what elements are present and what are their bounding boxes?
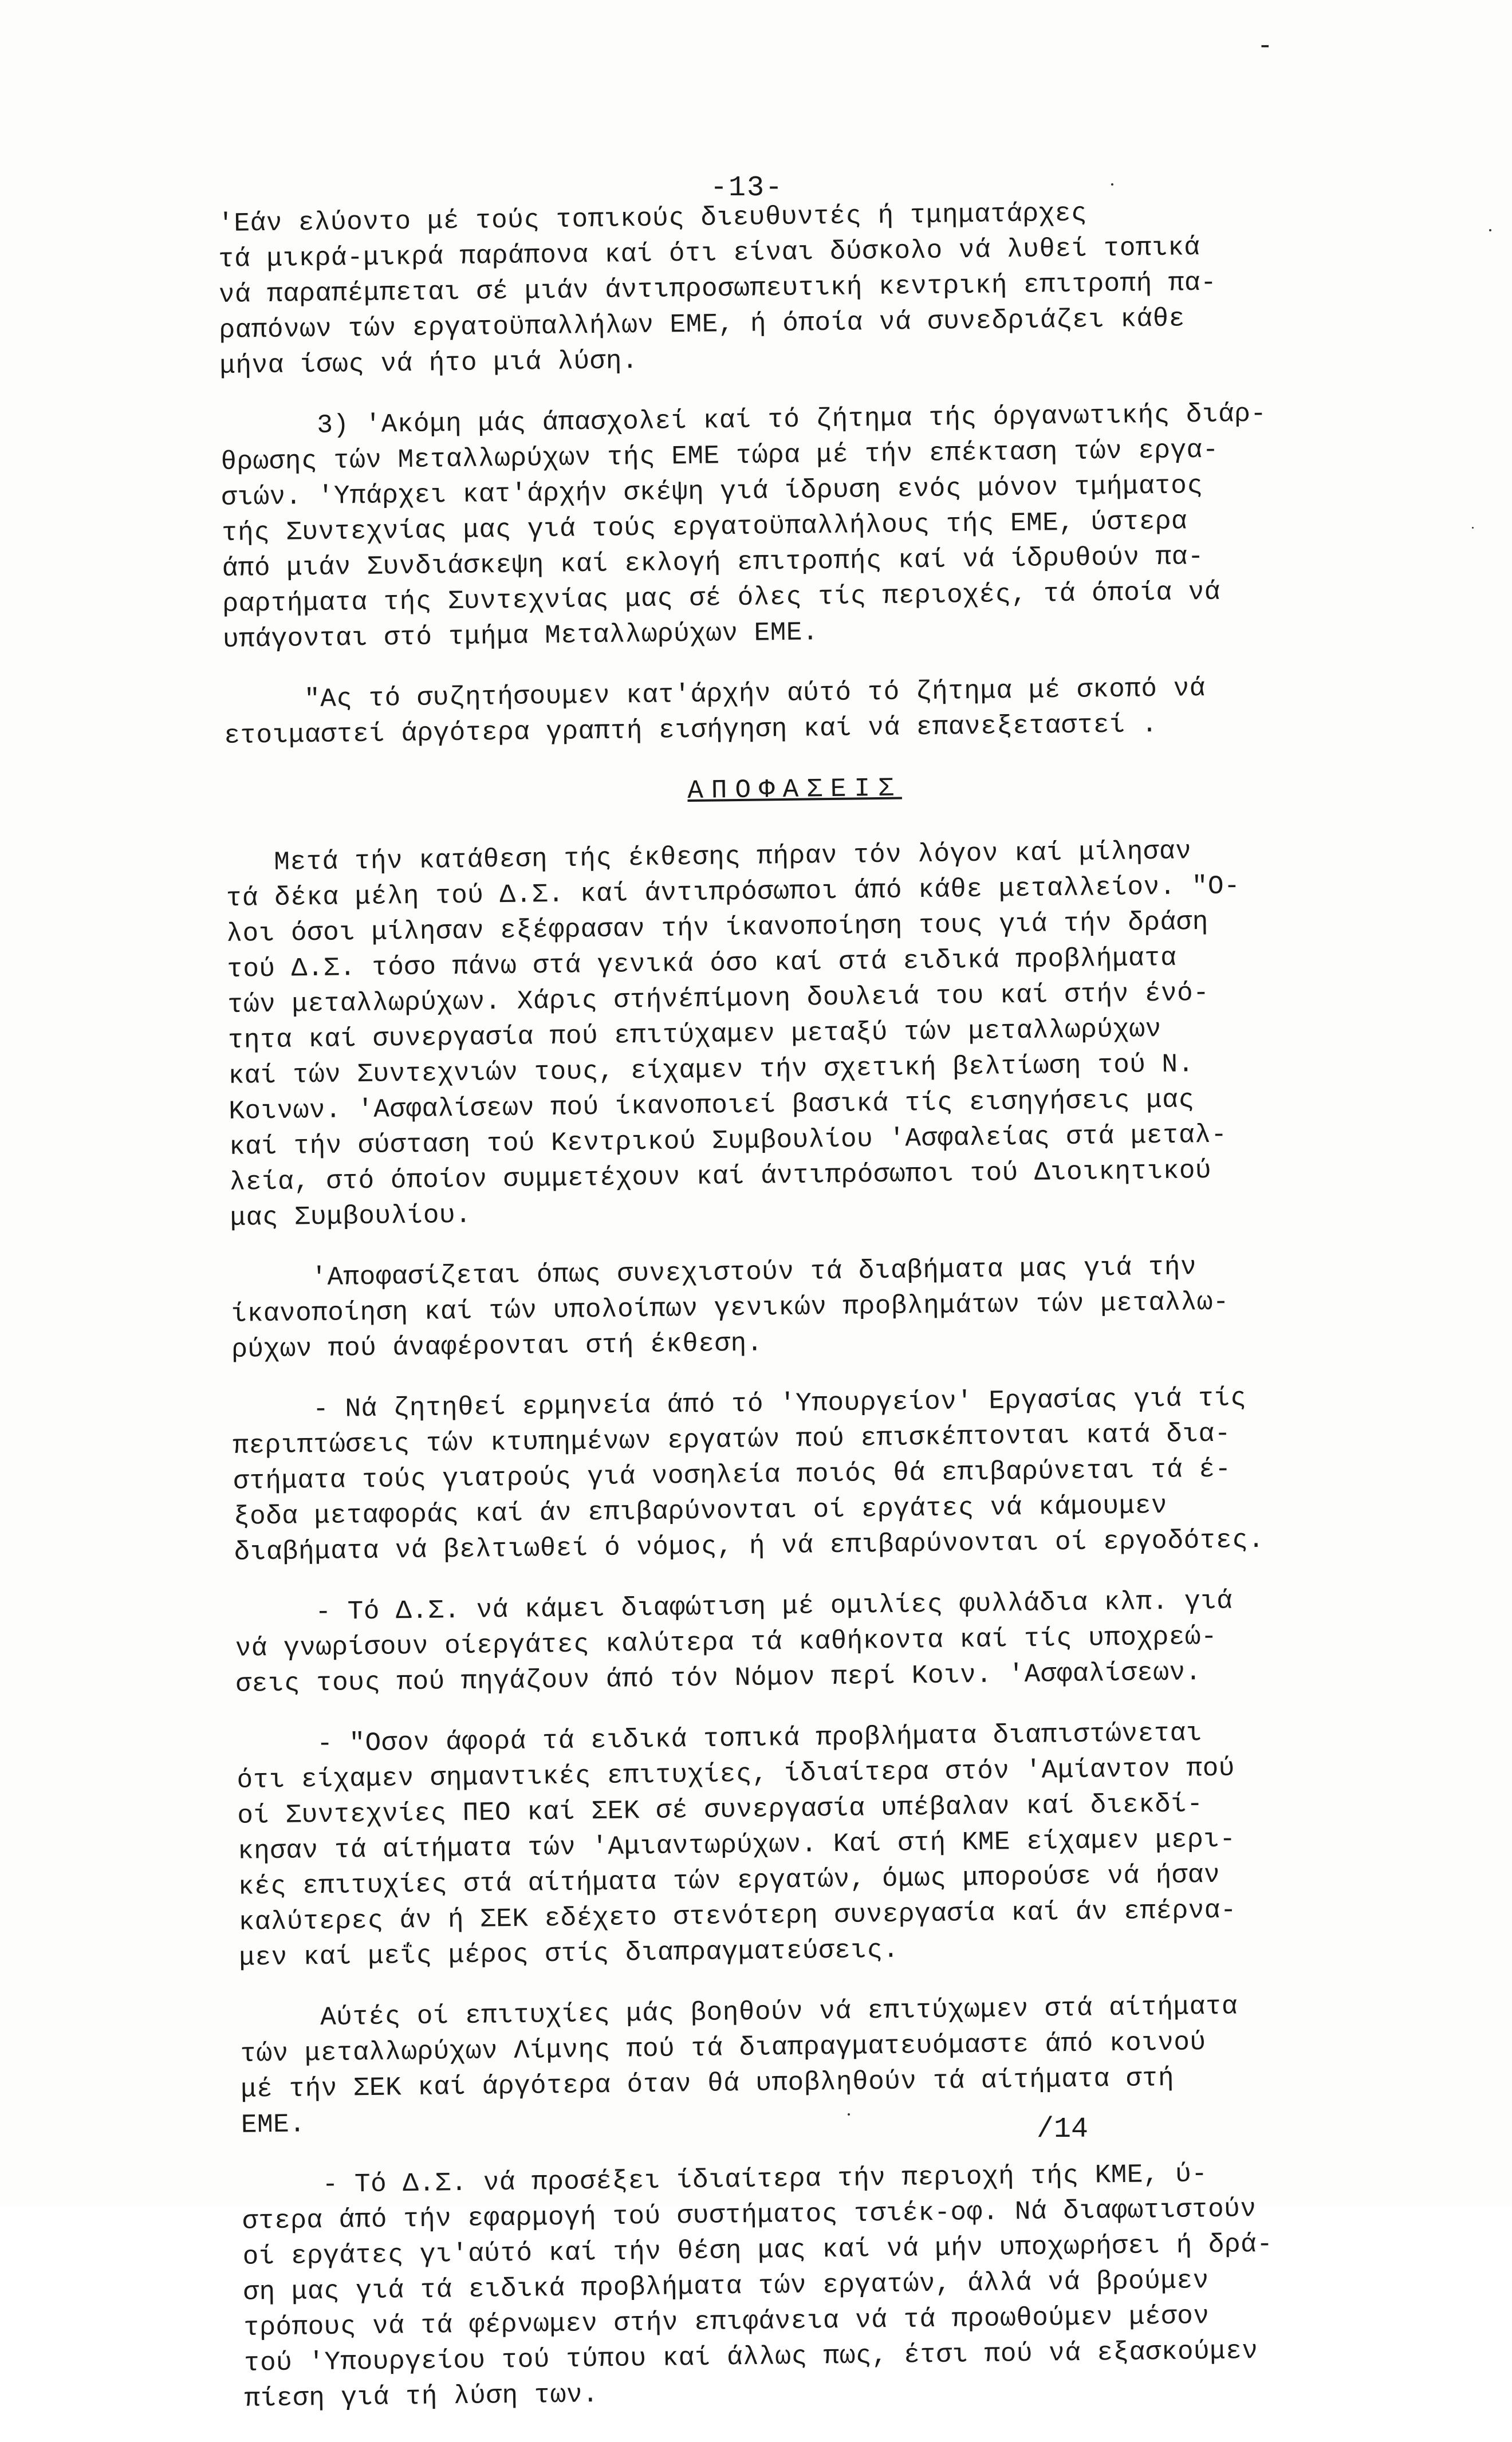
scan-speck [848, 2113, 850, 2116]
decision-paragraph: Μετά τήν κατάθεση τής έκθεσης πήραν τόν λόγον καί μίλησαν τά δέκα μέλη τού Δ.Σ. καί άντιπρόσωποι άπό κάθε μεταλλείον. "Ο- λοι όσοι μίλησαν εξέφρασαν τήν ίκανοποίηση τους γιά τήν δράση τού Δ.Σ. τόσο πάνω στά γενικά όσο καί στά ειδικά προβλήματα τών μεταλλωρύχων. Χάρις στήνέπίμονη δουλειά του καί στήν ένό- τητα καί συνεργασία πού επιτύχαμεν μεταξύ τών μεταλλωρύχων καί τών Συντεχνιών τους, είχαμεν τήν σχετική βελτίωση τού Ν. Κοινων. 'Ασφαλίσεων πού ίκανοποιεί βασικά τίς εισηγήσεις μας καί τήν σύσταση τού Κεντρικού Συμβουλίου 'Ασφαλείας στά μεταλ- λεία, στό όποίον συμμετέχουν καί άντιπρόσωποι τού Διοικητικού μας Συμβουλίου. [225, 836, 1241, 1233]
decision-paragraph: - Τό Δ.Σ. νά κάμει διαφώτιση μέ ομιλίες φυλλάδια κλπ. γιά νά γνωρίσουν οίεργάτες καλύτερα τά καθήκοντα καί τίς υποχρεώ- σεις τους πού πηγάζουν άπό τόν Νόμον περί Κοιν. 'Ασφαλίσεων. [234, 1586, 1233, 1699]
scan-speck [1489, 229, 1491, 231]
continuation-page-ref: /14 [1037, 2113, 1089, 2146]
scan-speck [1472, 527, 1474, 529]
decision-paragraph: Αύτές οί επιτυχίες μάς βοηθούν νά επιτύχωμεν στά αίτήματα τών μεταλλωρύχων Λίμνης πού τά διαπραγματευόμαστε άπό κοινού μέ τήν ΣΕΚ καί άργότερα όταν θά υποβληθούν τά αίτήματα στή ΕΜΕ. [239, 1991, 1238, 2140]
document-body [218, 192, 1385, 2442]
paragraph-organization: 3) 'Ακόμη μάς άπασχολεί καί τό ζήτημα τής όργανωτικής διάρ- θρωσης τών Μεταλλωρύχων τής ΕΜΕ τώρα μέ τήν επέκταση τών εργα- σιών. 'Υπάρχει κατ'άρχήν σκέψη γιά ίδρυση ενός μόνον τμήματος τής Συντεχνίας μας γιά τούς εργατοϋπαλλήλους τής ΕΜΕ, ύστερα άπό μιάν Συνδιάσκεψη καί εκλογή επιτροπής καί νά ίδρυθούν πα- ραρτήματα τής Συντεχνίας μας σέ όλες τίς περιοχές, τά όποία νά υπάγονται στό τμήμα Μεταλλωρύχων ΕΜΕ. [220, 399, 1267, 655]
decision-paragraph: 'Αποφασίζεται όπως συνεχιστούν τά διαβήματα μας γιά τήν ίκανοποίηση καί τών υπολοίπων γενικών προβλημάτων τών μεταλλω- ρύχων πού άναφέρονται στή έκθεση. [230, 1252, 1230, 1365]
corner-mark: - [1257, 31, 1273, 61]
page-number: -13- [710, 172, 784, 204]
section-heading-decisions: ΑΠΟΦΑΣΕΙΣ [687, 773, 903, 806]
decision-paragraph: - Νά ζητηθεί ερμηνεία άπό τό 'Υπουργείον' Εργασίας γιά τίς περιπτώσεις τών κτυπημένων εργατών πού επισκέπτονται κατά δια- στήματα τούς γιατρούς γιά νοσηλεία ποιός θά επιβαρύνεται τά έ- ξοδα μεταφοράς καί άν επιβαρύνονται οί εργάτες νά κάμουμεν διαβήματα νά βελτιωθεί ό νόμος, ή νά επιβαρύνονται οί εργοδότες. [232, 1383, 1265, 1567]
paragraph-discussion: "Ας τό συζητήσουμεν κατ'άρχήν αύτό τό ζήτημα μέ σκοπό νά ετοιμαστεί άργότερα γραπτή εισήγηση καί νά επανεξεταστεί . [223, 673, 1206, 751]
paragraph-complaints: 'Εάν ελύοντο μέ τούς τοπικούς διευθυντές ή τμηματάρχες τά μικρά-μικρά παράπονα καί ότι είναι δύσκολο νά λυθεί τοπικά νά παραπέμπεται σέ μιάν άντιπροσωπευτική κεντρική επιτροπή πα- ραπόνων τών εργατοϋπαλλήλων ΕΜΕ, ή όποία νά συνεδριάζει κάθε μήνα ίσως νά ήτο μιά λύση. [218, 198, 1217, 381]
decision-paragraph: - Τό Δ.Σ. νά προσέξει ίδιαίτερα τήν περιοχή τής ΚΜΕ, ύ- στερα άπό τήν εφαρμογή τού συστήματος τσιέκ-οφ. Νά διαφωτιστούν οί εργάτες γι'αύτό καί τήν θέση μας καί νά μήν υποχωρήσει ή δρά- ση μας γιά τά ειδικά προβλήματα τών εργατών, άλλά νά βρούμεν τρόπους νά τά φέρνωμεν στήν επιφάνεια νά τά προωθούμεν μέσον τού 'Υπουργείου τού τύπου καί άλλως πως, έτσι πού νά εξασκούμεν πίεση γιά τή λύση των. [241, 2159, 1273, 2414]
scan-speck [1111, 183, 1113, 186]
decision-paragraph: - "Οσον άφορά τά ειδικά τοπικά προβλήματα διαπιστώνεται ότι είχαμεν σημαντικές επιτυχίες, ίδιαίτερα στόν 'Αμίαντον πού οί Συντεχνίες ΠΕΟ καί ΣΕΚ σέ συνεργασία υπέβαλαν καί διεκδί- κησαν τά αίτήματα τών 'Αμιαντωρύχων. Καί στή ΚΜΕ είχαμεν μερι- κές επιτυχίες στά αίτήματα τών εργατών, όμως μπορούσε νά ήσαν καλύτερες άν ή ΣΕΚ εδέχετο στενότερη συνεργασία καί άν επέρνα- μεν καί μεΐς μέρος στίς διαπραγματεύσεις. [236, 1718, 1237, 1973]
